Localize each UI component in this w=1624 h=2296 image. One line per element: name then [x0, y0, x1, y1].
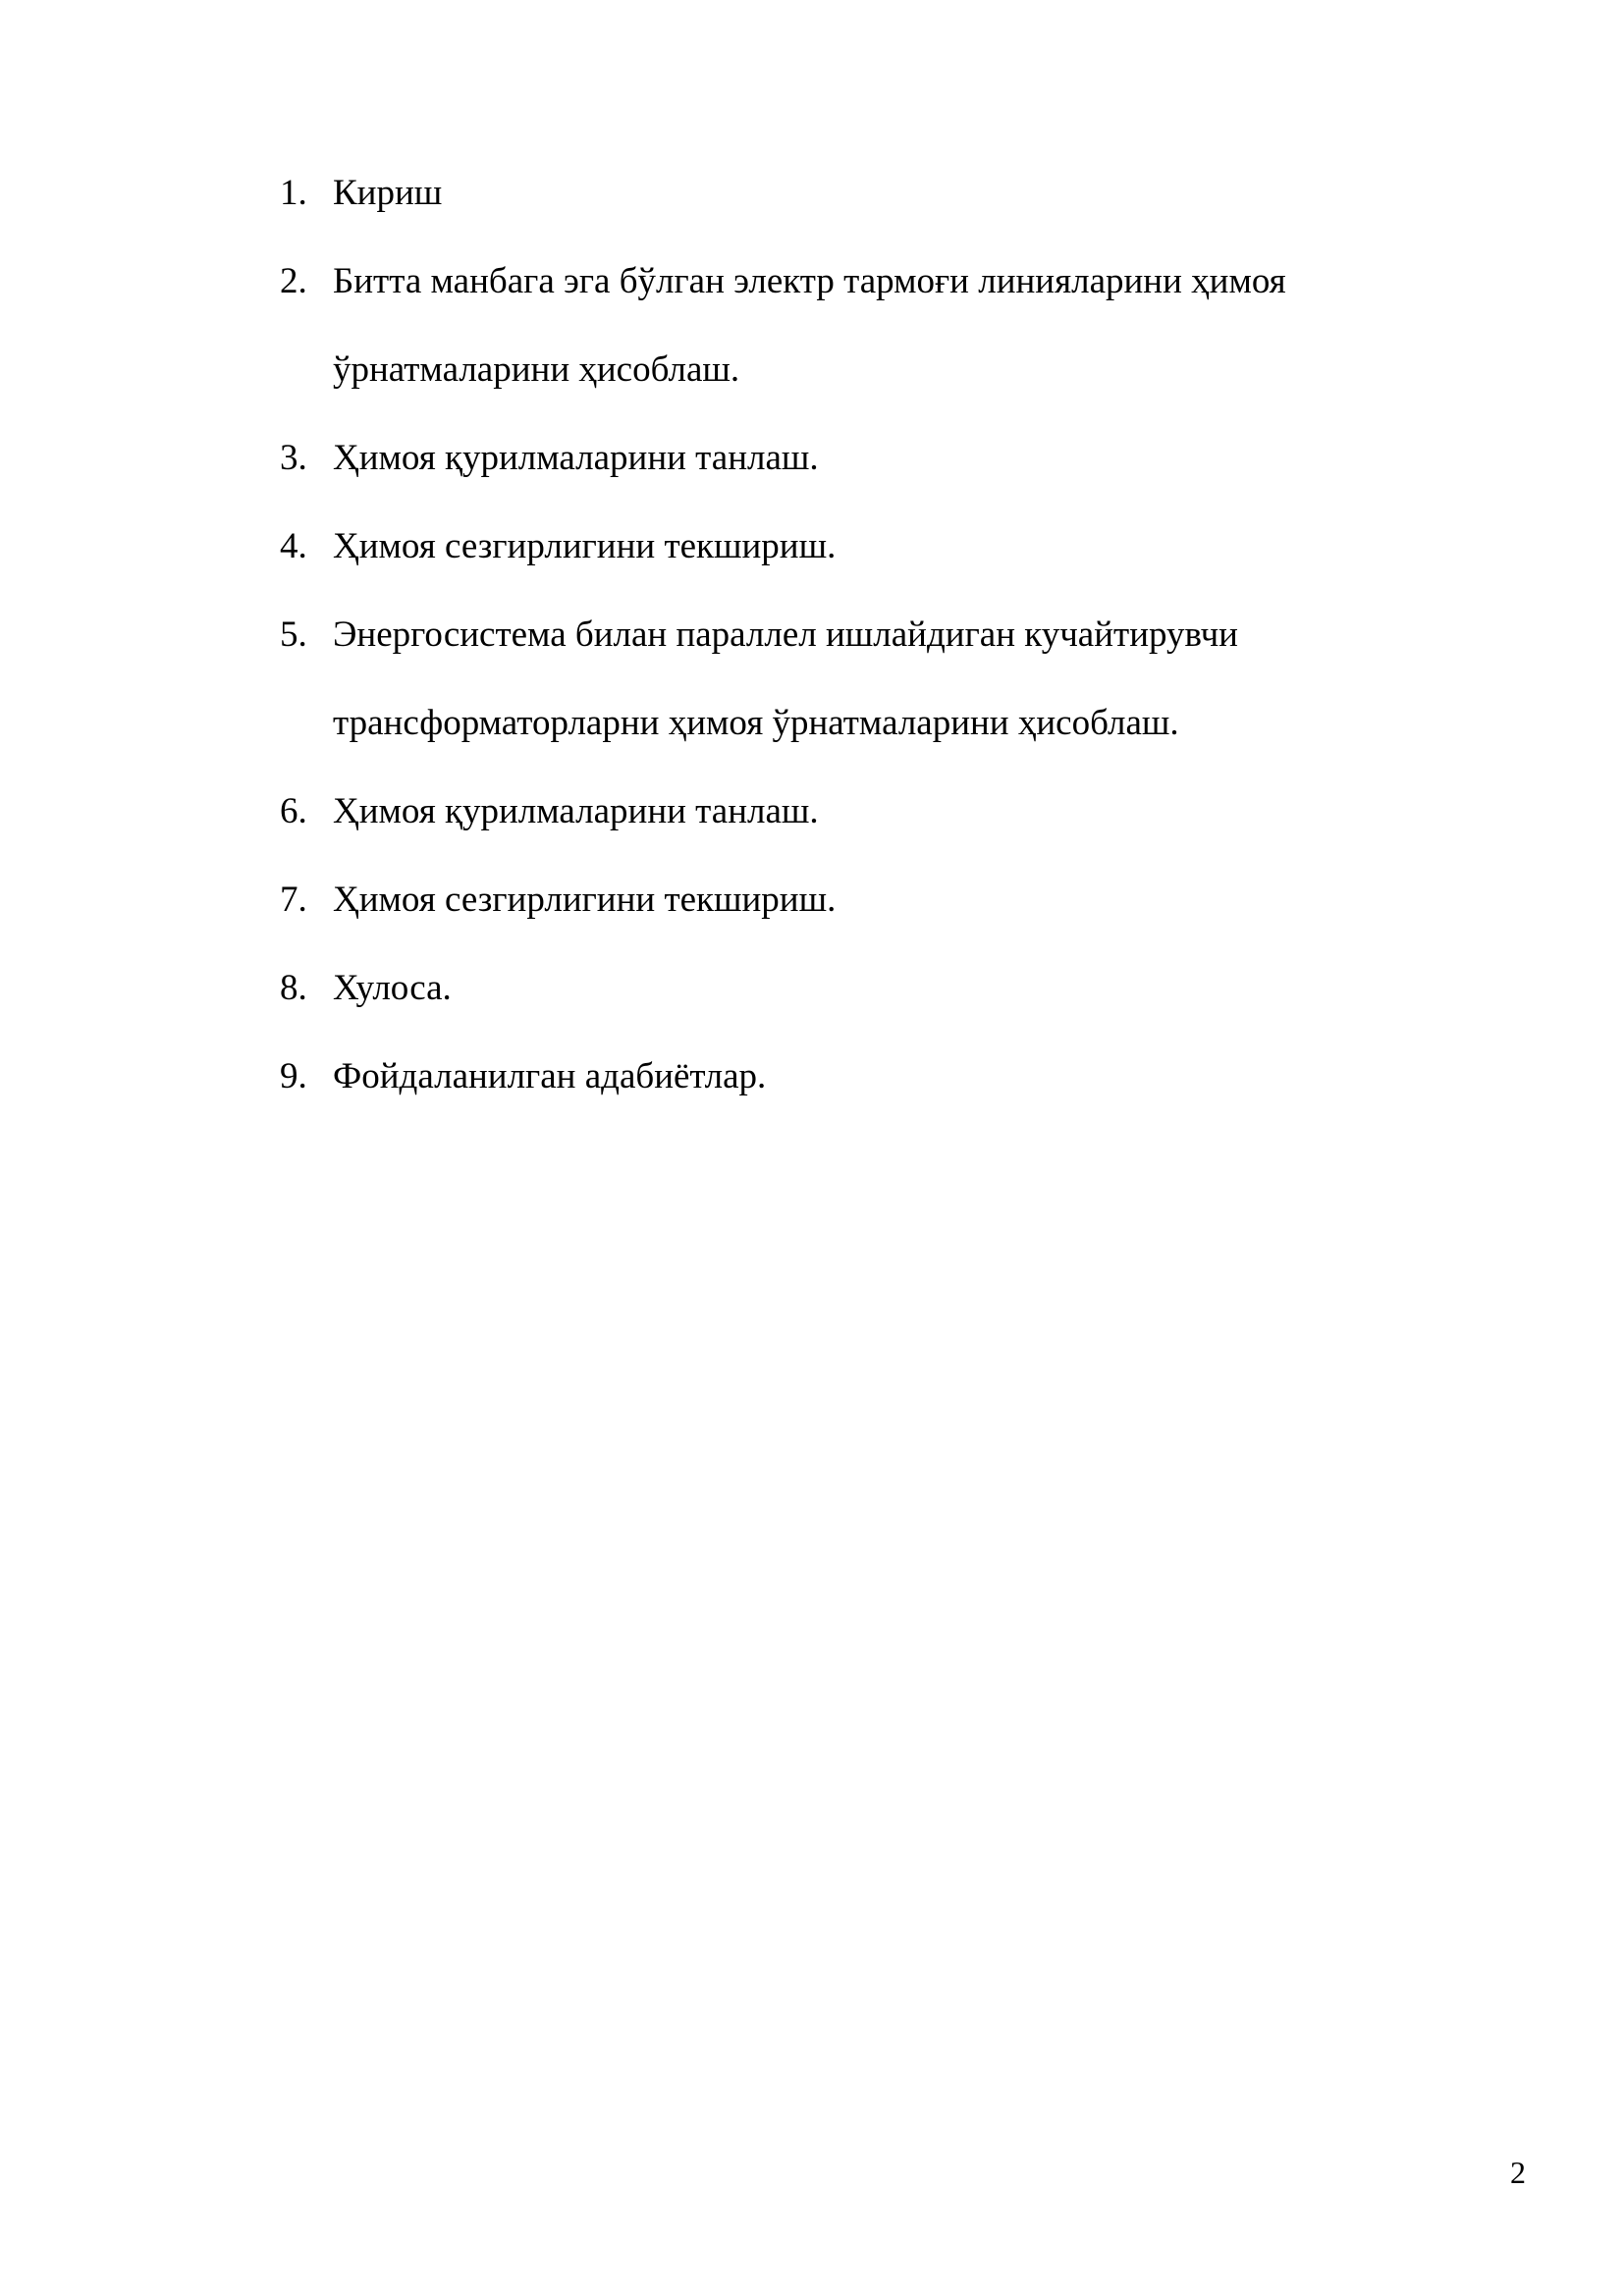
toc-item-number: 6.: [280, 791, 307, 831]
toc-item-line: Энергосистема билан параллел ишлайдиган кучайтирувчи: [333, 614, 1238, 655]
toc-item-title: [333, 503, 1458, 591]
toc-item-number: 2.: [280, 261, 307, 301]
toc-item-number: 8.: [280, 968, 307, 1008]
toc-item-line: Фойдаланилган адабиётлар.: [333, 1056, 767, 1096]
toc-item-number: 5.: [280, 614, 307, 655]
toc-item-9: [280, 1033, 1458, 1121]
toc-item-line: ўрнатмаларини ҳисоблаш.: [333, 349, 740, 390]
toc-item-6: [280, 768, 1458, 856]
toc-item-number: 3.: [280, 438, 307, 478]
toc-item-title: [333, 238, 1458, 414]
toc-item-2: [280, 238, 1458, 414]
toc-item-title: [333, 149, 1458, 238]
toc-item-title: [333, 768, 1458, 856]
toc-item-7: [280, 856, 1458, 944]
toc-item-number: 9.: [280, 1056, 307, 1096]
toc-item-line: трансформаторларни ҳимоя ўрнатмаларини ҳисоблаш.: [333, 703, 1179, 743]
toc-item-5: [280, 591, 1458, 768]
toc-item-line: Битта манбага эга бўлган электр тармоғи линияларини ҳимоя: [333, 261, 1286, 301]
toc-item-title: [333, 856, 1458, 944]
toc-item-line: Хулоса.: [333, 968, 452, 1008]
toc-item-line: Ҳимоя қурилмаларини танлаш.: [333, 791, 819, 831]
toc-item-number: 7.: [280, 880, 307, 920]
toc-item-title: [333, 414, 1458, 503]
toc-item-title: [333, 591, 1458, 768]
toc-item-number: 4.: [280, 526, 307, 566]
toc-item-4: [280, 503, 1458, 591]
page-number: 2: [1510, 2155, 1526, 2190]
toc-item-number: 1.: [280, 173, 307, 213]
table-of-contents: [280, 149, 1458, 1121]
toc-item-line: Ҳимоя қурилмаларини танлаш.: [333, 438, 819, 478]
toc-item-title: [333, 944, 1458, 1033]
toc-item-8: [280, 944, 1458, 1033]
toc-item-3: [280, 414, 1458, 503]
toc-item-1: [280, 149, 1458, 238]
toc-item-line: Ҳимоя сезгирлигини текшириш.: [333, 880, 837, 920]
toc-item-line: Ҳимоя сезгирлигини текшириш.: [333, 526, 837, 566]
toc-item-title: [333, 1033, 1458, 1121]
toc-item-line: Кириш: [333, 173, 443, 213]
